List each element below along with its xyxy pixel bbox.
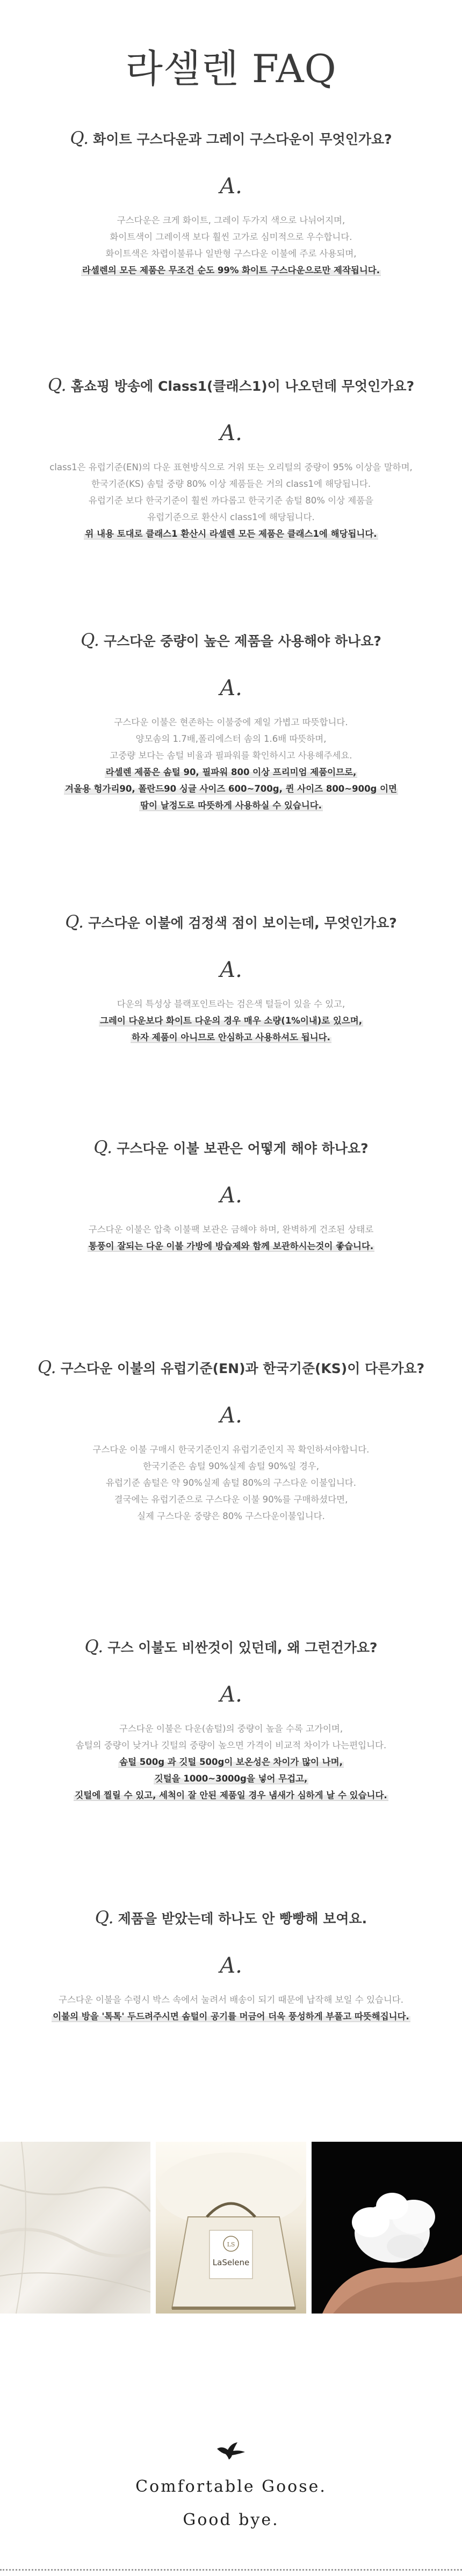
a-mark: A. bbox=[220, 1403, 242, 1428]
answer-line: 양모솜의 1.7배,폴리에스터 솜의 1.6배 따뜻하며, bbox=[135, 734, 327, 744]
answer-highlight: 깃털을 1000~3000g을 넣어 무겁고, bbox=[154, 1774, 308, 1784]
faq-item bbox=[21, 631, 441, 814]
faq-question: Q. 구스 이불도 비싼것이 있던데, 왜 그런건가요? bbox=[84, 1636, 378, 1656]
q-mark: Q. bbox=[70, 128, 89, 148]
answer-line: 구스다운은 크게 화이트, 그레이 두가지 색으로 나뉘어지며, bbox=[117, 215, 345, 225]
a-mark: A. bbox=[220, 1183, 242, 1208]
faq-question: Q. 구스다운 중량이 높은 제품을 사용해야 하나요? bbox=[81, 630, 381, 650]
answer-line: 구스다운 이불은 다운(솜털)의 중량이 높을 수록 고가이며, bbox=[119, 1724, 343, 1734]
answer-line: 고중량 보다는 솜털 비율과 필파워를 확인하시고 사용해주세요. bbox=[110, 750, 352, 761]
answer-highlight: 위 내용 토대로 클래스1 환산시 라셀렌 모든 제품은 클래스1에 해당됩니다. bbox=[85, 529, 377, 539]
hands-down-photo bbox=[312, 2142, 462, 2314]
answer-line: 유럽기준 보다 한국기준이 훨씬 까다롭고 한국기준 솜털 80% 이상 제품을 bbox=[88, 495, 374, 506]
a-mark: A. bbox=[220, 958, 242, 982]
duvet-folds-image bbox=[0, 2142, 150, 2314]
answer-highlight: 통풍이 잘되는 다운 이불 가방에 방습제와 함께 보관하시는것이 좋습니다. bbox=[88, 1241, 374, 1251]
answer-line: 실제 구스다운 중량은 80% 구스다운이불입니다. bbox=[137, 1511, 325, 1521]
faq-answer bbox=[21, 714, 441, 814]
logo-monogram: LS bbox=[227, 2241, 235, 2248]
answer-highlight: 겨울용 헝가리90, 폴란드90 싱글 사이즈 600~700g, 퀸 사이즈 800~900g 이면 bbox=[65, 784, 397, 794]
answer-line: 구스다운 이불 구매시 한국기준인지 유럽기준인지 꼭 확인하셔야합니다. bbox=[92, 1444, 370, 1455]
page-title: 라셀렌 FAQ bbox=[125, 46, 337, 91]
footer-tagline: Comfortable Goose. bbox=[135, 2477, 327, 2496]
photo-strip bbox=[0, 2142, 462, 2314]
faq-answer bbox=[21, 996, 441, 1046]
answer-line: 결국에는 유럽기준으로 구스다운 이불 90%를 구매하셨다면, bbox=[114, 1494, 348, 1505]
q-mark: Q. bbox=[47, 375, 67, 395]
answer-highlight: 솜털 500g 과 깃털 500g이 보온성은 차이가 많이 나며, bbox=[119, 1757, 343, 1767]
faq-question: Q. 화이트 구스다운과 그레이 구스다운이 무엇인가요? bbox=[70, 128, 392, 148]
answer-line: 한국기준(KS) 솜털 중량 80% 이상 제품들은 거의 class1에 해당됩니다. bbox=[91, 479, 371, 489]
answer-highlight: 라셀렌의 모든 제품은 무조건 순도 99% 화이트 구스다운으로만 제작됩니다. bbox=[82, 265, 380, 275]
faq-item bbox=[21, 913, 441, 1046]
faq-question: Q. 구스다운 이불 보관은 어떻게 해야 하나요? bbox=[93, 1137, 369, 1157]
answer-line: 구스다운 이불은 현존하는 이불중에 제일 가볍고 따뜻합니다. bbox=[114, 717, 348, 727]
q-mark: Q. bbox=[95, 1907, 114, 1928]
answer-line: 화이트색은 차렵이불류나 일반형 구스다운 이불에 주로 사용되며, bbox=[105, 249, 357, 259]
q-mark: Q. bbox=[81, 630, 99, 650]
a-mark: A. bbox=[220, 1953, 242, 1978]
answer-line: 구스다운 이불은 압축 이불팩 보관은 금해야 하며, 완벽하게 건조된 상태로 bbox=[88, 1224, 374, 1235]
package-image bbox=[156, 2142, 306, 2314]
answer-line: 한국기준은 솜털 90%실제 솜털 90%일 경우, bbox=[143, 1461, 319, 1471]
a-mark: A. bbox=[220, 174, 242, 199]
answer-line: 화이트색이 그레이색 보다 훨씬 고가로 심미적으로 우수합니다. bbox=[110, 232, 352, 242]
answer-highlight: 그레이 다운보다 화이트 다운의 경우 매우 소량(1%이내)로 있으며, bbox=[99, 1016, 363, 1026]
answer-line: 구스다운 이불을 수령시 박스 속에서 눌려서 배송이 되기 때문에 납작해 보일 수 있습니다. bbox=[59, 1995, 403, 2005]
faq-question: Q. 홈쇼핑 방송에 Class1(클래스1)이 나오던데 무엇인가요? bbox=[47, 375, 415, 395]
footer-goodbye: Good bye. bbox=[183, 2511, 279, 2529]
faq-answer bbox=[21, 1720, 441, 1804]
faq-answer bbox=[21, 459, 441, 542]
faq-answer bbox=[21, 1441, 441, 1524]
q-mark: Q. bbox=[65, 911, 84, 932]
faq-answer bbox=[21, 1991, 441, 2025]
answer-highlight: 라셀렌 제품은 솜털 90, 필파워 800 이상 프리미엄 제품이므로, bbox=[105, 767, 357, 777]
faq-item bbox=[21, 376, 441, 542]
a-mark: A. bbox=[220, 421, 242, 446]
duvet-closeup-photo bbox=[0, 2142, 150, 2314]
answer-highlight: 이불의 방을 '톡톡' 두드려주시면 솜털이 공기를 머금어 더욱 풍성하게 부풀고 따뜻해집니다. bbox=[53, 2011, 409, 2022]
footer-divider bbox=[0, 2569, 462, 2571]
a-mark: A. bbox=[220, 1682, 242, 1707]
answer-line: 솜털의 중량이 낮거나 깃털의 중량이 높으면 가격이 비교적 차이가 나는편입니다. bbox=[75, 1740, 387, 1750]
faq-question: Q. 구스다운 이불에 검정색 점이 보이는데, 무엇인가요? bbox=[65, 911, 397, 932]
faq-item bbox=[21, 1637, 441, 1804]
faq-item bbox=[21, 1138, 441, 1254]
answer-highlight: 깃털에 찔릴 수 있고, 세척이 잘 안된 제품일 경우 냄새가 심하게 날 수 있습니다. bbox=[75, 1790, 387, 1800]
product-package-photo bbox=[156, 2142, 306, 2314]
answer-highlight: 하자 제품이 아니므로 안심하고 사용하셔도 됩니다. bbox=[132, 1032, 330, 1042]
answer-line: 다운의 특성상 블랙포인트라는 검은색 털들이 있을 수 있고, bbox=[117, 999, 345, 1009]
faq-question: Q. 제품을 받았는데 하나도 안 빵빵해 보여요. bbox=[95, 1907, 367, 1928]
answer-line: class1은 유럽기준(EN)의 다운 표현방식으로 거위 또는 오리털의 중량이 95% 이상을 말하며, bbox=[49, 462, 413, 472]
faq-item bbox=[21, 1908, 441, 2025]
faq-answer bbox=[21, 212, 441, 279]
faq-question: Q. 구스다운 이불의 유럽기준(EN)과 한국기준(KS)이 다른가요? bbox=[37, 1357, 425, 1377]
bird-icon bbox=[216, 2441, 246, 2461]
answer-highlight: 땀이 날정도로 따뜻하게 사용하실 수 있습니다. bbox=[140, 800, 322, 811]
a-mark: A. bbox=[220, 676, 242, 700]
answer-line: 유럽기준으로 환산시 class1에 해당됩니다. bbox=[147, 512, 315, 522]
faq-answer bbox=[21, 1221, 441, 1254]
q-mark: Q. bbox=[37, 1357, 56, 1377]
logo-text: LaSelene bbox=[212, 2258, 250, 2267]
hands-holding-down-image bbox=[312, 2142, 462, 2314]
faq-item bbox=[21, 1358, 441, 1524]
faq-item bbox=[21, 129, 441, 279]
q-mark: Q. bbox=[84, 1636, 104, 1656]
answer-line: 유럽기준 솜털은 약 90%실제 솜털 80%의 구스다운 이불입니다. bbox=[106, 1478, 356, 1488]
q-mark: Q. bbox=[93, 1137, 113, 1157]
